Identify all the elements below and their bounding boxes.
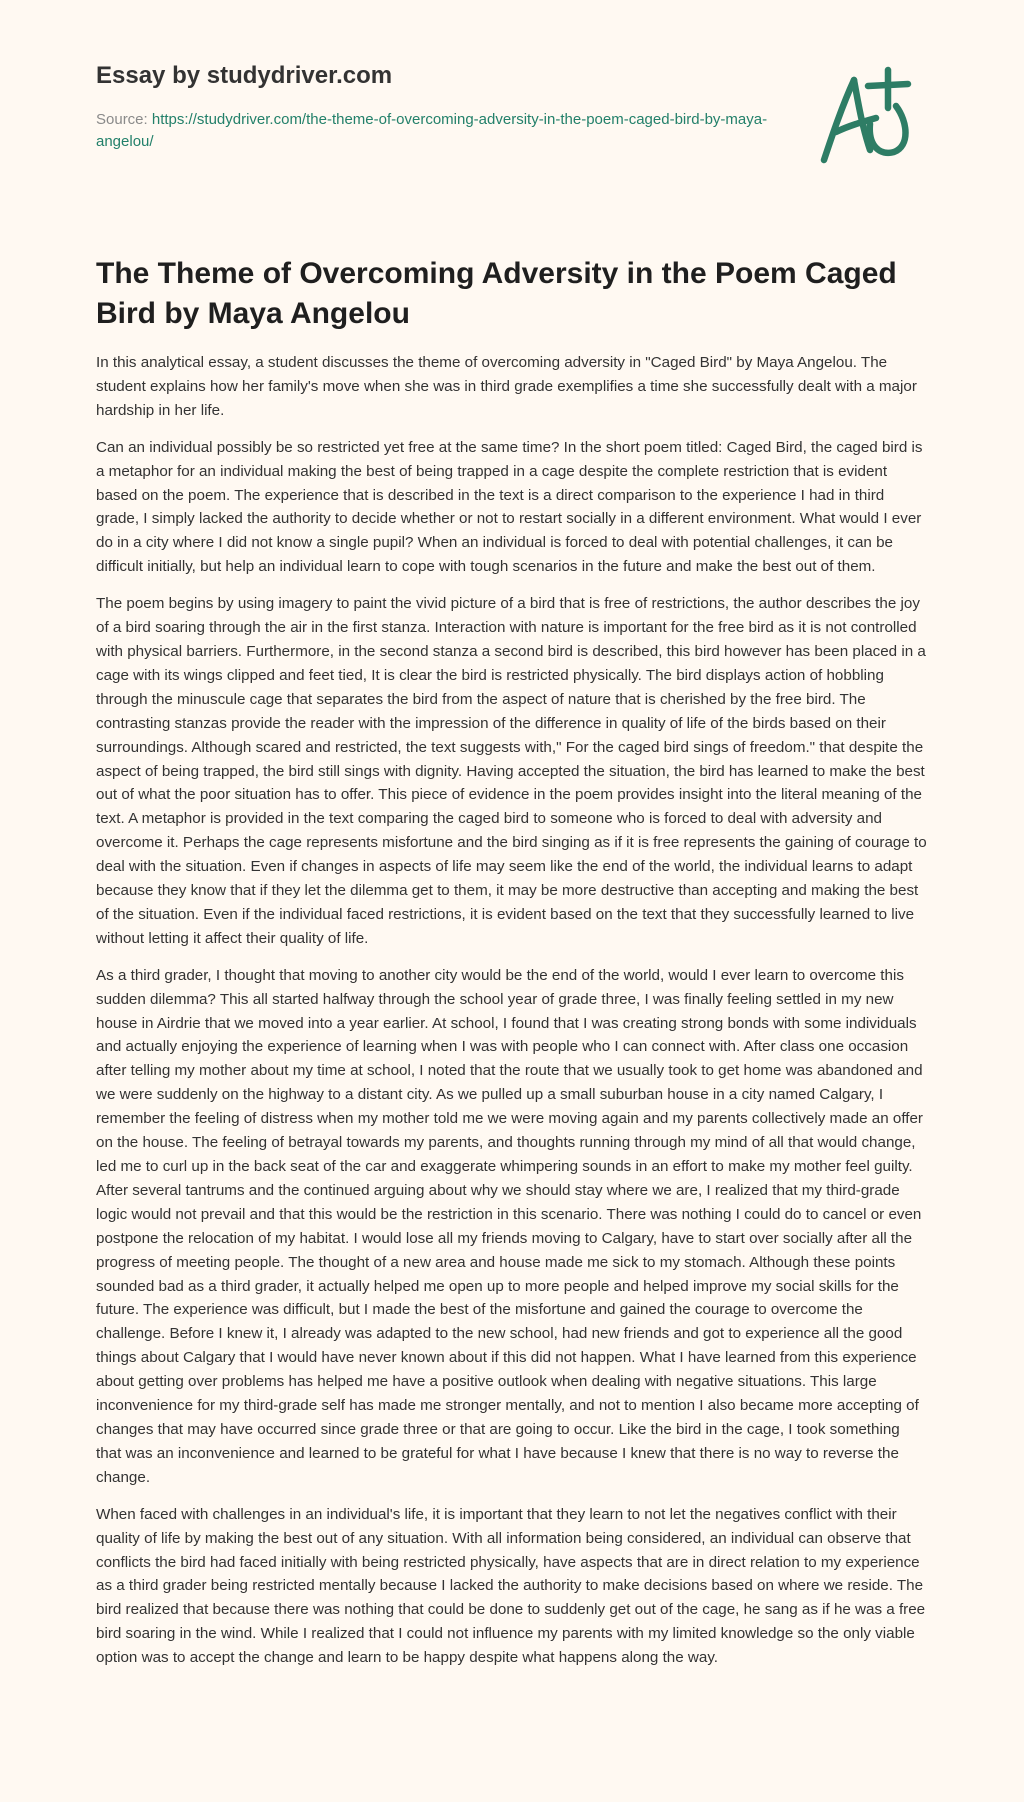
source-link[interactable]: https://studydriver.com/the-theme-of-overcoming-adversity-in-the-poem-caged-bird-by-maya-angelou/ bbox=[96, 111, 768, 150]
source-label: Source: bbox=[96, 111, 152, 128]
essay-paragraph: The poem begins by using imagery to paint the vivid picture of a bird that is free of restrictions, the author describes the joy of a bird soaring through the air in the first stanza. Interaction with nature is important for the free bird as it is not controlled with physical barriers. Furthermore, in the second stanza a second bird is described, this bird however has been placed in a cage with its wings clipped and feet tied, It is clear the bird is restricted physically. The bird displays action of hobbling through the minuscule cage that separates the bird from the aspect of nature that is cherished by the free bird. The contrasting stanzas provide the reader with the impression of the difference in quality of life of the birds based on their surroundings. Although scared and restricted, the text suggests with," For the caged bird sings of freedom." that despite the aspect of being trapped, the bird still sings with dignity. Having accepted the situation, the bird has learned to make the best out of what the poor situation has to offer. This piece of evidence in the poem provides insight into the literal meaning of the text. A metaphor is provided in the text comparing the caged bird to someone who is forced to deal with adversity and overcome it. Perhaps the cage represents misfortune and the bird singing as if it is free represents the gaining of courage to deal with the situation. Even if changes in aspects of life may seem like the end of the world, the individual learns to adapt because they know that if they let the dilemma get to them, it may be more destructive than accepting and making the best of the situation. Even if the individual faced restrictions, it is evident based on the text that they successfully learned to live without letting it affect their quality of life. bbox=[96, 595, 927, 947]
essay-body bbox=[96, 351, 928, 1683]
site-title: Essay by studydriver.com bbox=[96, 62, 393, 89]
page-header bbox=[96, 0, 928, 210]
essay-paragraph: When faced with challenges in an individual's life, it is important that they learn to not let the negatives conflict with their quality of life by making the best out of any situation. With all information being considered, an individual can observe that conflicts the bird had faced initially with being restricted physically, have aspects that are in direct relation to my experience as a third grader being restricted mentally because I lacked the authority to make decisions based on where we reside. The bird realized that because there was nothing that could be done to suddenly get out of the cage, he sang as if he was a free bird soaring in the wind. While I realized that I could not influence my parents with my limited knowledge so the only viable option was to accept the change and learn to be happy despite what happens along the way. bbox=[96, 1505, 926, 1667]
a-plus-logo-graphic bbox=[818, 66, 914, 166]
essay-summary-paragraph: In this analytical essay, a student discusses the theme of overcoming adversity in "Caged Bird" by Maya Angelou. The student explains how her family's move when she was in third grade exemplifies a time she successfully dealt with a major hardship in her life. bbox=[96, 354, 917, 419]
a-plus-logo-icon bbox=[818, 66, 914, 166]
source-line bbox=[96, 109, 776, 153]
essay-paragraph: Can an individual possibly be so restricted yet free at the same time? In the short poem titled: Caged Bird, the caged bird is a metaphor for an individual making the best of being trapped in a cage despite the complete restriction that is evident based on the poem. The experience that is described in the text is a direct comparison to the experience I had in third grade, I simply lacked the authority to decide whether or not to restart socially in a different environment. What would I ever do in a city where I did not know a single pupil? When an individual is forced to deal with potential challenges, it can be difficult initially, but help an individual learn to cope with tough scenarios in the future and make the best out of them. bbox=[96, 438, 923, 576]
essay-title: The Theme of Overcoming Adversity in the Poem Caged Bird by Maya Angelou bbox=[96, 257, 897, 330]
essay-paragraph: As a third grader, I thought that moving to another city would be the end of the world, would I ever learn to overcome this sudden dilemma? This all started halfway through the school year of grade three, I was finally feeling settled in my new house in Airdrie that we moved into a year earlier. At school, I found that I was creating strong bonds with some individuals and actually enjoying the experience of learning when I was with people who I can connect with. After class one occasion after telling my mother about my time at school, I noted that the route that we usually took to get home was abandoned and we were suddenly on the highway to a distant city. As we pulled up a small suburban house in a city named Calgary, I remember the feeling of distress when my mother told me we were moving again and my parents collectively made an offer on the house. The feeling of betrayal towards my parents, and thoughts running through my mind of all that would change, led me to curl up in the back seat of the car and exaggerate whimpering sounds in an effort to make my mother feel guilty. After several tantrums and the continued arguing about why we should stay where we are, I realized that my third-grade logic would not prevail and that this would be the restriction in this scenario. There was nothing I could do to cancel or even postpone the relocation of my habitat. I would lose all my friends moving to Calgary, have to start over socially after all the progress of meeting people. The thought of a new area and house made me sick to my stomach. Although these points sounded bad as a third grader, it actually helped me open up to more people and helped improve my social skills for the future. The experience was difficult, but I made the best of the misfortune and gained the courage to overcome the challenge. Before I knew it, I already was adapted to the new school, had new friends and got to experience all the good things about Calgary that I would have never known about if this did not happen. What I have learned from this experience about getting over problems has helped me have a positive outlook when dealing with negative situations. This large inconvenience for my third-grade self has made me stronger mentally, and not to mention I also became more accepting of changes that may have occurred since grade three or that are going to occur. Like the bird in the cage, I took something that was an inconvenience and learned to be grateful for what I have because I knew that there is no way to reverse the change. bbox=[96, 966, 923, 1486]
essay-page bbox=[96, 0, 928, 1667]
